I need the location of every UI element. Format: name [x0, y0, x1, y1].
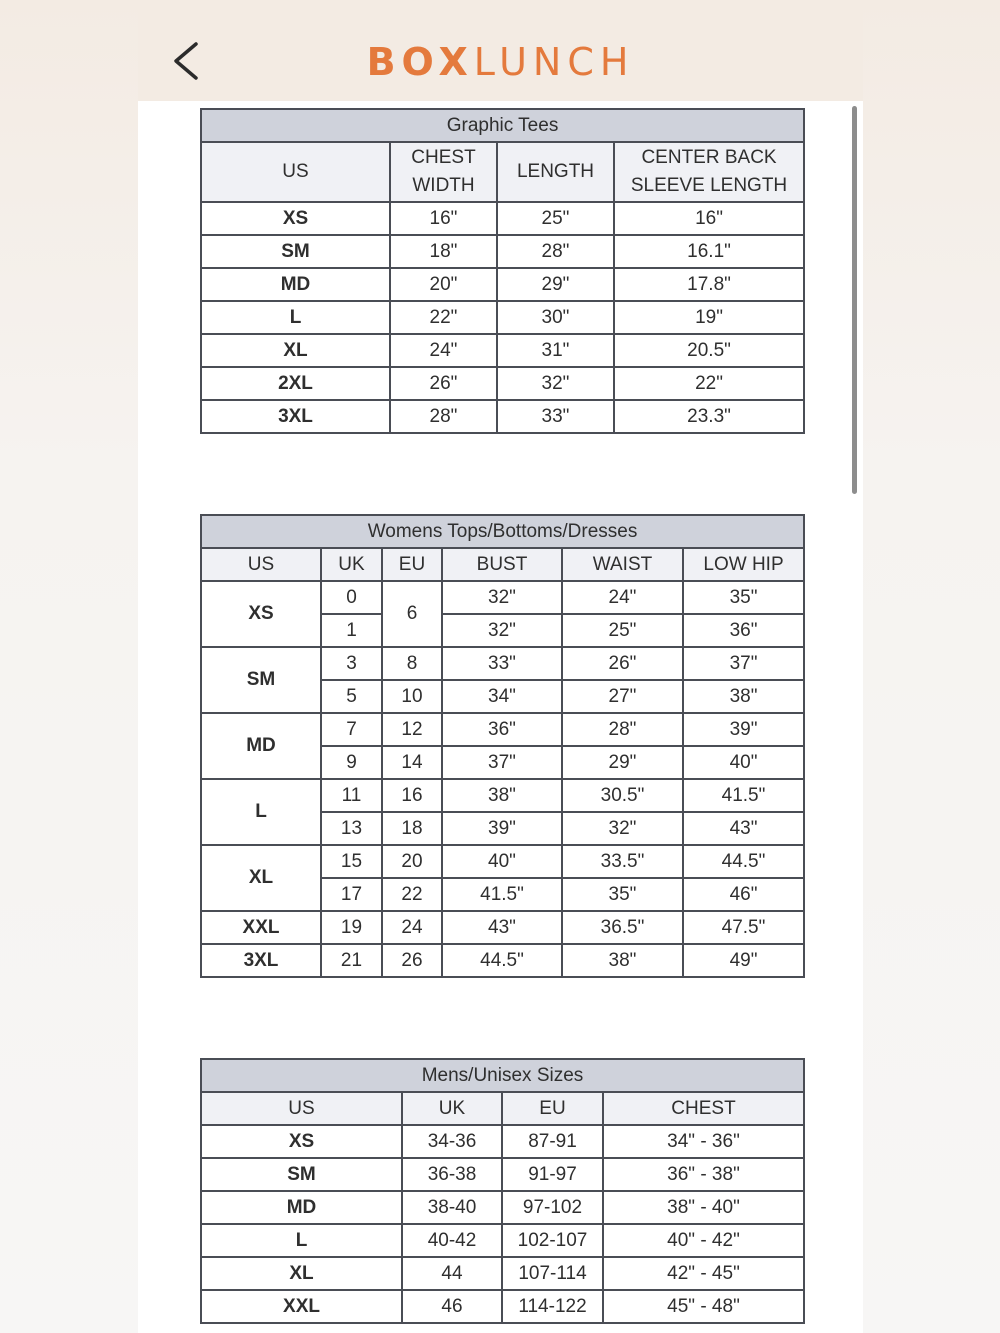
table-row — [201, 845, 804, 878]
table-row — [201, 334, 804, 367]
table-row — [201, 1257, 804, 1290]
table-cell: 29" — [562, 746, 683, 779]
mens-unisex-table — [200, 1058, 805, 1324]
table-cell: 24 — [382, 911, 442, 944]
brand-logo[interactable] — [138, 40, 863, 84]
size-chart-panel — [138, 0, 863, 1333]
table-cell: 42" - 45" — [603, 1257, 804, 1290]
size-label: SM — [201, 647, 321, 713]
size-label: 3XL — [201, 944, 321, 977]
table-cell: 8 — [382, 647, 442, 680]
table-row — [201, 779, 804, 812]
brand-logo-bold: BOX — [366, 40, 474, 84]
table-cell: 19" — [614, 301, 804, 334]
table-row — [201, 1125, 804, 1158]
graphic-tees-table — [200, 108, 805, 434]
table-cell: 38" — [562, 944, 683, 977]
table-cell: 27" — [562, 680, 683, 713]
table-row — [201, 1158, 804, 1191]
table-cell: 43" — [683, 812, 804, 845]
size-label: MD — [201, 713, 321, 779]
table-cell: 12 — [382, 713, 442, 746]
size-label: MD — [201, 1191, 402, 1224]
table-cell: 7 — [321, 713, 382, 746]
table-cell: 43" — [442, 911, 562, 944]
table-cell: 16" — [390, 202, 497, 235]
table-cell: 33" — [442, 647, 562, 680]
table-cell: 11 — [321, 779, 382, 812]
table-cell: 28" — [390, 400, 497, 433]
table-cell: 26" — [390, 367, 497, 400]
column-header: EU — [382, 548, 442, 581]
column-header: CHEST WIDTH — [390, 142, 497, 202]
size-label: L — [201, 1224, 402, 1257]
table-cell: 20.5" — [614, 334, 804, 367]
table-cell: 26" — [562, 647, 683, 680]
table-cell: 38" — [683, 680, 804, 713]
table-row — [201, 367, 804, 400]
column-header: UK — [321, 548, 382, 581]
table-cell: 25" — [497, 202, 614, 235]
table-cell: 17 — [321, 878, 382, 911]
table-cell: 36-38 — [402, 1158, 502, 1191]
table-cell: 35" — [683, 581, 804, 614]
table-cell: 45" - 48" — [603, 1290, 804, 1323]
table-cell: 46" — [683, 878, 804, 911]
table-row — [201, 1191, 804, 1224]
table-cell: 114-122 — [502, 1290, 603, 1323]
table-row — [201, 301, 804, 334]
app-header — [138, 0, 863, 101]
table-cell: 17.8" — [614, 268, 804, 301]
table-header-row — [201, 142, 804, 202]
table-cell: 40-42 — [402, 1224, 502, 1257]
table-cell: 16" — [614, 202, 804, 235]
table-cell: 28" — [562, 713, 683, 746]
table-cell: 22" — [614, 367, 804, 400]
table-cell: 1 — [321, 614, 382, 647]
table-cell: 31" — [497, 334, 614, 367]
table-cell: 46 — [402, 1290, 502, 1323]
table-cell: 24" — [562, 581, 683, 614]
table-cell: 32" — [562, 812, 683, 845]
table-cell: 40" — [442, 845, 562, 878]
table-row — [201, 713, 804, 746]
size-label: 2XL — [201, 367, 390, 400]
table-cell: 36" — [683, 614, 804, 647]
table-cell: 16 — [382, 779, 442, 812]
table-cell: 39" — [442, 812, 562, 845]
brand-logo-light: LUNCH — [473, 40, 635, 84]
table-cell: 32" — [442, 581, 562, 614]
table-cell: 36" - 38" — [603, 1158, 804, 1191]
column-header: US — [201, 548, 321, 581]
table-row — [201, 1290, 804, 1323]
column-header: LENGTH — [497, 142, 614, 202]
table-cell: 32" — [442, 614, 562, 647]
table-cell: 30" — [497, 301, 614, 334]
column-header: BUST — [442, 548, 562, 581]
table-header-row — [201, 548, 804, 581]
table-cell: 33" — [497, 400, 614, 433]
table-row — [201, 647, 804, 680]
table-cell: 22" — [390, 301, 497, 334]
table-title: Mens/Unisex Sizes — [201, 1059, 804, 1092]
column-header: US — [201, 142, 390, 202]
womens-size-table — [200, 514, 805, 978]
size-label: XL — [201, 845, 321, 911]
column-header: UK — [402, 1092, 502, 1125]
table-cell: 23.3" — [614, 400, 804, 433]
table-cell: 34" — [442, 680, 562, 713]
size-label: MD — [201, 268, 390, 301]
table-cell: 33.5" — [562, 845, 683, 878]
table-cell: 25" — [562, 614, 683, 647]
table-cell: 14 — [382, 746, 442, 779]
table-cell: 37" — [683, 647, 804, 680]
table-cell: 9 — [321, 746, 382, 779]
column-header: CENTER BACK SLEEVE LENGTH — [614, 142, 804, 202]
table-cell: 40" - 42" — [603, 1224, 804, 1257]
table-cell: 41.5" — [442, 878, 562, 911]
table-row — [201, 1224, 804, 1257]
table-row — [201, 911, 804, 944]
table-cell: 87-91 — [502, 1125, 603, 1158]
size-label: 3XL — [201, 400, 390, 433]
size-label: XL — [201, 1257, 402, 1290]
table-cell: 10 — [382, 680, 442, 713]
table-cell: 5 — [321, 680, 382, 713]
table-row — [201, 235, 804, 268]
table-cell: 18" — [390, 235, 497, 268]
table-cell: 20 — [382, 845, 442, 878]
table-cell: 28" — [497, 235, 614, 268]
table-row — [201, 268, 804, 301]
column-header: LOW HIP — [683, 548, 804, 581]
size-label: XXL — [201, 1290, 402, 1323]
table-row — [201, 581, 804, 614]
column-header: EU — [502, 1092, 603, 1125]
table-header-row — [201, 1092, 804, 1125]
size-label: SM — [201, 1158, 402, 1191]
table-cell: 38" - 40" — [603, 1191, 804, 1224]
table-cell: 0 — [321, 581, 382, 614]
size-label: XS — [201, 1125, 402, 1158]
table-cell: 3 — [321, 647, 382, 680]
table-cell: 36.5" — [562, 911, 683, 944]
table-cell: 40" — [683, 746, 804, 779]
table-cell: 39" — [683, 713, 804, 746]
table-row — [201, 202, 804, 235]
table-cell: 13 — [321, 812, 382, 845]
table-cell: 30.5" — [562, 779, 683, 812]
table-cell: 16.1" — [614, 235, 804, 268]
table-cell: 91-97 — [502, 1158, 603, 1191]
size-label: L — [201, 779, 321, 845]
table-cell: 35" — [562, 878, 683, 911]
table-cell: 38-40 — [402, 1191, 502, 1224]
table-cell: 34" - 36" — [603, 1125, 804, 1158]
table-cell: 18 — [382, 812, 442, 845]
column-header: US — [201, 1092, 402, 1125]
size-label: XS — [201, 581, 321, 647]
table-cell: 19 — [321, 911, 382, 944]
table-title: Womens Tops/Bottoms/Dresses — [201, 515, 804, 548]
table-cell: 22 — [382, 878, 442, 911]
table-cell: 38" — [442, 779, 562, 812]
table-cell: 44.5" — [683, 845, 804, 878]
table-cell: 21 — [321, 944, 382, 977]
column-header: WAIST — [562, 548, 683, 581]
size-label: L — [201, 301, 390, 334]
table-cell: 102-107 — [502, 1224, 603, 1257]
size-label: XL — [201, 334, 390, 367]
table-cell: 97-102 — [502, 1191, 603, 1224]
table-cell: 32" — [497, 367, 614, 400]
table-cell: 41.5" — [683, 779, 804, 812]
table-cell: 107-114 — [502, 1257, 603, 1290]
table-cell: 15 — [321, 845, 382, 878]
size-label: XXL — [201, 911, 321, 944]
table-cell: 34-36 — [402, 1125, 502, 1158]
table-cell: 29" — [497, 268, 614, 301]
table-cell: 37" — [442, 746, 562, 779]
table-row — [201, 400, 804, 433]
table-cell: 36" — [442, 713, 562, 746]
table-cell: 24" — [390, 334, 497, 367]
column-header: CHEST — [603, 1092, 804, 1125]
size-label: SM — [201, 235, 390, 268]
size-label: XS — [201, 202, 390, 235]
table-cell: 44.5" — [442, 944, 562, 977]
table-cell: 44 — [402, 1257, 502, 1290]
table-row — [201, 944, 804, 977]
scrollbar-thumb[interactable] — [852, 106, 857, 494]
table-cell: 6 — [382, 581, 442, 647]
table-cell: 49" — [683, 944, 804, 977]
table-title: Graphic Tees — [201, 109, 804, 142]
table-cell: 47.5" — [683, 911, 804, 944]
table-cell: 20" — [390, 268, 497, 301]
table-cell: 26 — [382, 944, 442, 977]
